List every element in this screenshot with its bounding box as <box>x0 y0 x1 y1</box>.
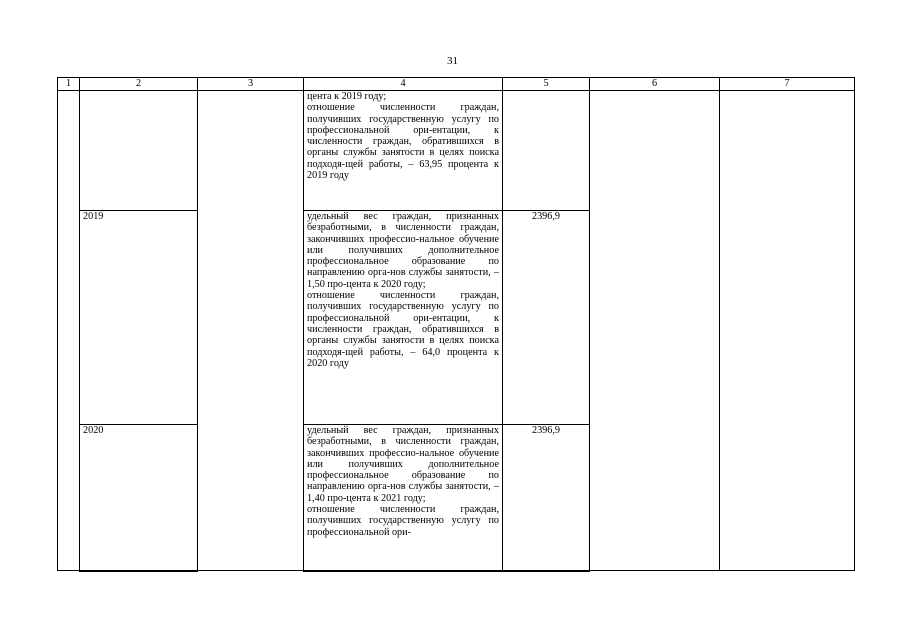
year-cell: 2019 <box>80 211 198 425</box>
indicator-cell <box>304 91 503 211</box>
year-cell <box>80 91 198 211</box>
indicator-cell <box>304 211 503 425</box>
header-cell: 5 <box>503 78 590 91</box>
amount-cell <box>503 91 590 211</box>
indicator-cell <box>304 425 503 571</box>
header-cell: 3 <box>198 78 304 91</box>
amount-cell: 2396,9 <box>503 211 590 425</box>
header-cell: 6 <box>590 78 720 91</box>
table-header-row <box>58 78 855 91</box>
header-cell: 7 <box>720 78 855 91</box>
page-number: 31 <box>447 55 458 67</box>
header-cell: 4 <box>304 78 503 91</box>
header-cell: 2 <box>80 78 198 91</box>
header-cell: 1 <box>58 78 80 91</box>
table-row <box>58 91 855 211</box>
indicator-text: цента к 2019 году; <box>307 91 387 102</box>
program-table <box>57 77 855 572</box>
indicator-text: отношение численности граждан, получивших государственную услугу по профессиональной ори-ентации, к численности граждан, обратившихся в органы службы занятости в целях поиска подходя-щей работы, – 64,0 процента к 2020 году <box>307 290 499 369</box>
col7-cell <box>720 91 855 571</box>
col3-cell <box>198 91 304 571</box>
col6-cell <box>590 91 720 571</box>
amount-cell: 2396,9 <box>503 425 590 571</box>
indicator-text: отношение численности граждан, получивших государственную услугу по профессиональной ори- <box>307 504 499 538</box>
indicator-text: удельный вес граждан, признанных безработными, в численности граждан, закончивших профессио-нальное обучение или получивших дополнительное профессиональное образование по направлению орга-нов службы занятости, – 1,50 про-цента к 2020 году; <box>307 211 499 290</box>
indicator-text: удельный вес граждан, признанных безработными, в численности граждан, закончивших профессио-нальное обучение или получивших дополнительное профессиональное образование по направлению орга-нов службы занятости, – 1,40 про-цента к 2021 году; <box>307 425 499 504</box>
col1-cell <box>58 91 80 571</box>
year-cell: 2020 <box>80 425 198 571</box>
indicator-text: отношение численности граждан, получивших государственную услугу по профессиональной ори-ентации, к численности граждан, обратившихся в органы службы занятости в целях поиска подходя-щей работы, – 63,95 процента к 2019 году <box>307 102 499 182</box>
